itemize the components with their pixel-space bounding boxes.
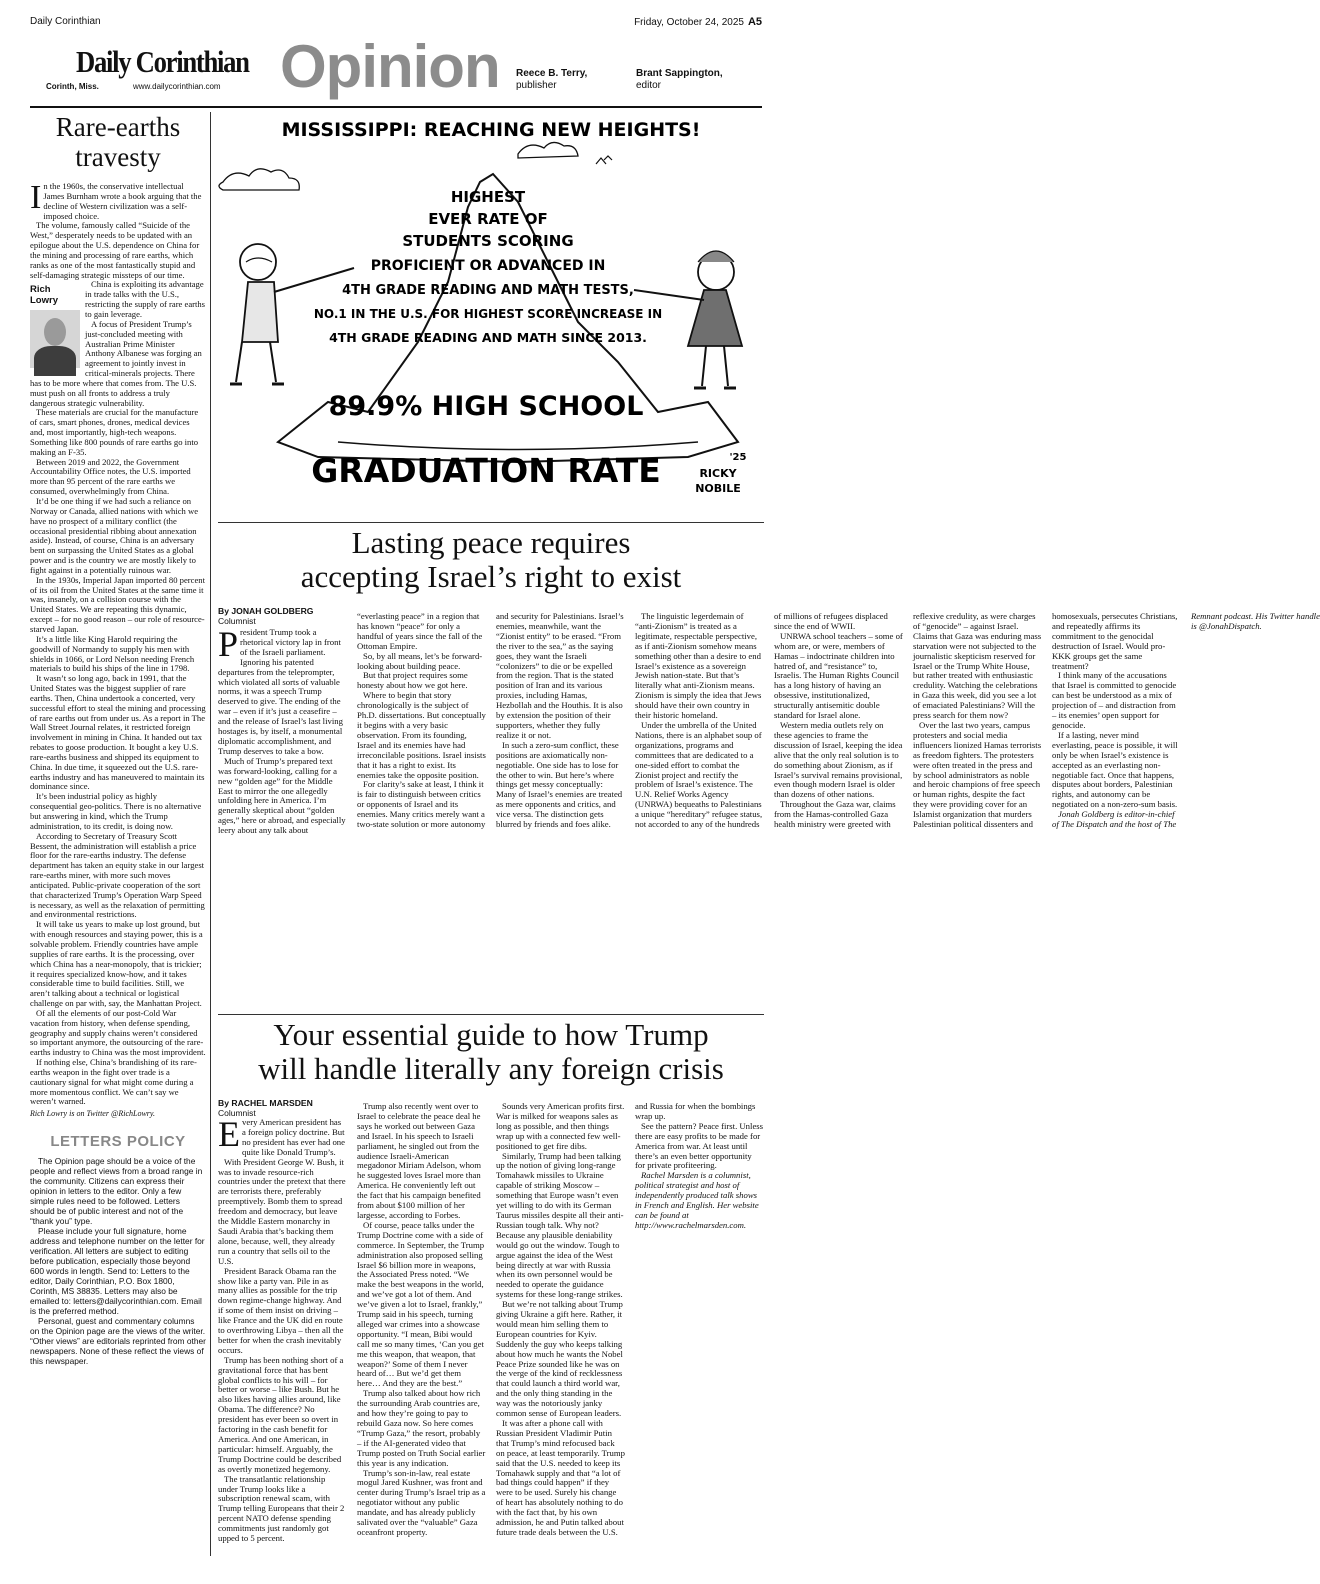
paragraph: Trump also recently went over to Israel to celebrate the peace deal he says he worked out between Gaza and Israel. In his speech to Israeli parliament, he singled out from the audience Israeli-American megadonor Miriam Adelson, whom he suggested loves Israel more than America. He conveniently left out the fact that his campaign benefited from about $100 million of her largesse, according to Forbes. bbox=[357, 1101, 482, 1220]
section-title: Opinion bbox=[280, 33, 500, 100]
paragraph: For clarity’s sake at least, I think it is fair to distinguish between critics or opponents of Israel and its enemies. Many critics merely want a two-state solution or more autonomy and security for Palestinians. Israel’s enemies, meanwhile, want the “Zionist entity” to be erased. “From the river to the sea,” as the saying goes, they want the Israeli “colonizers” to die or be expelled from the region. That is the stated position of Iran and its various proxies, including Hamas, Hezbollah and the Houthis. It is also by extension the position of their supporters, whether they fully realize it or not. bbox=[357, 611, 624, 830]
paragraph bbox=[218, 1114, 347, 1158]
paragraph: With President George W. Bush, it was to invade resource-rich countries under the pretext that there are terrorists there, preferably preemptively. Bomb them to spread freedom and democracy, but leave the Middle Eastern monarchy in Saudi Arabia that’s backing them alone, because, well, they already run a country that sells oil to the U.S. bbox=[218, 1156, 346, 1266]
paragraph: It will take us years to make up lost ground, but with enough resources and staying power, this is a solvable problem. Friendly countries have ample supplies of rare earths. It is the processing, over which China has a near-monopoly, that is trickier; it requires specialized know-how, and it takes considerable time to build facilities. Still, we aren’t talking about a technical or logistical challenge on par with, say, the Manhattan Project. bbox=[30, 919, 203, 1009]
paragraph: The volume, famously called “Suicide of the West,” desperately needs to be updated with an epilogue about the U.S. dependence on China for the mining and processing of rare earths, which ranks as one of the most fantastically stupid and self-damaging strategic missteps of our time. bbox=[30, 220, 200, 280]
column-divider bbox=[210, 112, 211, 1556]
cartoon-line: PROFICIENT OR ADVANCED IN bbox=[370, 258, 606, 274]
page-topline bbox=[30, 14, 762, 30]
paragraph: But we’re not talking about Trump giving Ukraine a gift here. Rather, it would mean him selling them to European countries for Kyiv. Suddenly the guy who keeps talking about how much he wants the Nobel Peace Prize sounded like he was on the verge of the kind of recklessness that could launch a third world war, and the only thing standing in the way was the notoriously janky common sense of European leaders. bbox=[496, 1299, 623, 1419]
paragraph: According to Secretary of Treasury Scott Bessent, the administration will establish a price floor for the rare-earths industry. The defense department has taken an equity stake in our largest rare-earths miner, with more such moves anticipated. Public-private cooperation of the sort that characterized Trump’s Operation Warp Speed is necessary, as well as the relaxation of permitting and environmental restrictions. bbox=[30, 830, 205, 920]
paragraph: Western media outlets rely on these agencies to frame the discussion of Israel, keeping the idea alive that the only real solution is to do something about Zionism, as if Israel’s survival remains provisional, even though modern Israel is older than dozens of other nations. bbox=[774, 719, 903, 800]
masthead-rule bbox=[30, 106, 762, 108]
rare-earths-headline: Rare-earths travesty bbox=[55, 112, 181, 172]
trump-guide-headline bbox=[218, 1018, 764, 1086]
paragraph: Throughout the Gaza war, claims from the Hamas-controlled Gaza health ministry were greeted with reflexive credulity, as were charges of “genocide” – against Israel. Claims that Gaza was enduring mass starvation were not subjected to the journalistic skepticism reserved for Israel or the Trump White House, but rather treated with enthusiastic credulity. Watching the celebrations in Gaza this week, did you see a lot of emaciated Palestinians? Will the press search for them now? bbox=[774, 611, 1042, 830]
portrait-head bbox=[44, 318, 66, 346]
paragraph: But that project requires some honesty about how we got here. bbox=[357, 670, 468, 691]
paragraph: Trump’s son-in-law, real estate mogul Jared Kushner, was front and center during Trump’s Israel trip as a negotiator without any public mandate, and has already publicly salivated over the “valuable” Gaza oceanfront property. bbox=[357, 1467, 486, 1537]
drop-cap: I bbox=[30, 179, 42, 216]
signature-first: RICKY bbox=[699, 467, 737, 480]
date-text: Friday, October 24, 2025 bbox=[634, 17, 744, 28]
paragraph: The linguistic legerdemain of “anti-Zionism” is treated as a legitimate, respectable perspective, as if anti-Zionism somehow means something other than a desire to end Israel’s existence as a sovereign Jewish nation-state. But that’s literally what anti-Zionism means. Zionism is simply the idea that Jews should have their own country in their historic homeland. bbox=[635, 611, 762, 721]
paragraph bbox=[218, 624, 347, 757]
cloud-left bbox=[219, 169, 299, 190]
paragraph: Over the last two years, campus protesters and social media influencers lionized Hamas terrorists as freedom fighters. The protesters were often treated in the press and by school administrators as noble and heroic champions of free speech or human rights, despite the fact they were providing cover for an Islamist organization that murders Palestinian political dissenters and homosexuals, persecutes Christians, and repeatedly affirms its commitment to the genocidal destruction of Israel. Would pro-KKK groups get the same treatment? bbox=[913, 611, 1178, 830]
editor-credit bbox=[636, 68, 723, 92]
paragraph: Trump has been nothing short of a gravitational force that has bent global conflicts to his will – for better or worse – like Bush. But he also likes having allies around, like Obama. The difference? No president has ever been so overt in factoring in the cash benefit for America. And one American, in particular: himself. Arguably, the Trump Doctrine could be described as overtly monetized hegemony. bbox=[218, 1354, 344, 1474]
paragraph: It’s been industrial policy as highly consequential geo-politics. There is no alternative but answering in kind, which the Trump administration, to its credit, is doing now. bbox=[30, 791, 202, 831]
paragraph: Of all the elements of our post-Cold War vacation from history, when defense spending, geography and supply chains weren’t considered so important anymore, the outsourcing of the rare-earths industry to China was the most improvident. bbox=[30, 1007, 206, 1058]
byline-role: Columnist bbox=[218, 1108, 256, 1118]
letters-policy-body bbox=[30, 1156, 206, 1366]
paragraph: I think many of the accusations that Israel is committed to genocide can best be understood as a mix of projection of – and distraction from – its enemies’ open support for genocide. bbox=[1052, 670, 1177, 730]
paragraph: In the 1930s, Imperial Japan imported 80 percent of its oil from the United States at the same time it was, insanely, on a collision course with the United States. We are repeating this dynamic, except – for no good reason – our role of resource-starved Japan. bbox=[30, 574, 205, 634]
paragraph: The transatlantic relationship under Trump looks like a subscription renewal scam, with Trump telling Europeans that their 2 percent NATO defense spending commitments just randomly got upped to 5 percent. bbox=[218, 1473, 345, 1544]
left-column bbox=[30, 112, 206, 1366]
publisher-credit bbox=[516, 68, 587, 92]
author-last-name: Lowry bbox=[30, 295, 58, 307]
paragraph: The Opinion page should be a voice of the people and reflect views from a broad range in the community. Citizens can express their opinion in letters to the editor. Only a few simple rules need to be followed. Letters should be of public interest and not of the “thank you” type. bbox=[30, 1156, 203, 1227]
paragraph: A focus of President Trump’s just-concluded meeting with Australian Prime Minister Anthony Albanese was forging an agreement to jointly invest in critical-minerals projects. There has to be more where that comes from. The U.S. must push on all fronts to address a truly dangerous strategic vulnerability. bbox=[30, 318, 202, 408]
paragraph: Between 2019 and 2022, the Government Accountability Office notes, the U.S. imported more than 95 percent of the rare earths we consumed, overwhelmingly from China. bbox=[30, 456, 191, 497]
cartoon-graduation-line: GRADUATION RATE bbox=[311, 451, 661, 490]
headline-line: Your essential guide to how Trump bbox=[273, 1017, 709, 1052]
paragraph: It’s a little like King Harold requiring the goodwill of Normandy to supply his men with shields in 1066, or Lord Nelson needing French materials to build his ships of the line in 1798. bbox=[30, 633, 195, 674]
masthead-website: www.dailycorinthian.com bbox=[133, 82, 221, 91]
signature-year: '25 bbox=[729, 452, 747, 463]
editor-title: editor bbox=[636, 80, 662, 91]
paragraph: China is exploiting its advantage in trade talks with the U.S., restricting the supply of rare earths to gain leverage. bbox=[85, 279, 206, 319]
cartoon-line: NO.1 IN THE U.S. FOR HIGHEST SCORE INCREASE IN bbox=[313, 307, 663, 321]
headline-line: accepting Israel’s right to exist bbox=[300, 559, 682, 594]
author-first-name: Rich bbox=[30, 284, 51, 296]
signature-last: NOBILE bbox=[695, 482, 741, 495]
paper-name: Daily Corinthian bbox=[30, 16, 101, 27]
paragraph: So, by all means, let’s be forward-looking about building peace. bbox=[357, 650, 483, 671]
paragraph: Of course, peace talks under the Trump Doctrine come with a side of commerce. In September, the Trump administration also proposed selling Israel $6 billion more in weapons, the Associated Press noted. “We make the best weapons in the world, and we’ve got a lot of them. And we’ve given a lot to Israel, frankly,” Trump said in his speech, turning alleged war crimes into a showcase opportunity. “I mean, Bibi would call me so many times, ‘Can you get me this weapon, that weapon, that weapon?’ Some of them I never heard of… But we’d get them here… And they are the best.” bbox=[357, 1219, 485, 1389]
byline-role: Columnist bbox=[218, 616, 256, 626]
publisher-title: publisher bbox=[516, 80, 557, 91]
cartoon-line: EVER RATE OF bbox=[428, 210, 548, 228]
birds-icon bbox=[596, 156, 612, 164]
paragraph: UNRWA school teachers – some of whom are, or were, members of Hamas – indoctrinate children into hatred of, and “resistance” to, Israelis. The Human Rights Council has a long history of having an obsessive, institutionalized, structurally antisemitic double standard for Israel alone. bbox=[774, 630, 903, 721]
paragraph: Sounds very American profits first. War is milked for weapons sales as long as possible, and then things wrap up with a connected few well-positioned to get fire dibs. bbox=[496, 1101, 625, 1151]
cartoon-line: 4TH GRADE READING AND MATH SINCE 2013. bbox=[329, 330, 647, 345]
article-rule bbox=[218, 1014, 764, 1015]
byline-author: By JONAH GOLDBERG bbox=[218, 606, 314, 616]
paragraph: Much of Trump’s prepared text was forward-looking, calling for a new “golden age” for the Middle East to mirror the one allegedly unfolding here in America. I’m generally skeptical about “golden ages,” here or abroad, and especially leery about any talk about “everlasting peace” in a region that has known “peace” for only a handful of years since the fall of the Ottoman Empire. bbox=[218, 611, 483, 836]
drop-cap: P bbox=[218, 624, 239, 664]
author-portrait bbox=[30, 310, 80, 368]
author-tagline: Jonah Goldberg is editor-in-chief of The Dispatch and the host of The Remnant podcast. His Twitter handle is @JonahDispatch. bbox=[1052, 611, 1320, 830]
paragraph: These materials are crucial for the manufacture of cars, smart phones, drones, medical devices and, most importantly, high-tech weapons. Something like 800 pounds of rare earths go into making an F-35. bbox=[30, 407, 199, 457]
paragraph: Personal, guest and commentary columns on the Opinion page are the views of the writer. “Other views” are editorials reprinted from other newspapers. None of these reflect the views of this newspaper. bbox=[30, 1316, 206, 1367]
editorial-cartoon bbox=[218, 112, 764, 518]
cartoon-line: HIGHEST bbox=[450, 188, 526, 206]
israel-headline bbox=[218, 526, 764, 594]
page-date bbox=[634, 16, 762, 28]
paragraph: Where to begin that story chronologically is the subject of Ph.D. dissertations. But conceptually it begins with a very basic observation. From its founding, Israel and its enemies have had irreconcilable positions. Israel insists that it has a right to exist. Its enemies take the opposite position. bbox=[357, 690, 486, 780]
byline-author: By RACHEL MARSDEN bbox=[218, 1098, 313, 1108]
paragraph-text: resident Trump took a rhetorical victory lap in front of the Israeli parliament. Ignoring his patented departures from the teleprompter, which violated all sorts of valuable norms, it was a speech Trump deserved to give. The ending of the war – even if it’s just a ceasefire – and the release of Israel’s last living hostages is, by itself, a monumental diplomatic accomplishment, and Trump deserves to take a bow. bbox=[218, 627, 343, 756]
author-tagline: Rich Lowry is on Twitter @RichLowry. bbox=[30, 1109, 155, 1119]
drop-cap: E bbox=[218, 1114, 240, 1154]
paragraph: If a lasting, never mind everlasting, peace is possible, it will only be when Israel’s existence is accepted as an everlasting non-negotiable fact. Once that happens, disputes about borders, Palestinian rights, and autonomy can be negotiated on a non-zero-sum basis. bbox=[1052, 729, 1178, 810]
paragraph: If nothing else, China’s brandishing of its rare-earths weapon in the fight over trade is a cautionary signal for what might come during a more momentous conflict. We can’t say we weren’t warned. bbox=[30, 1057, 197, 1107]
paragraph bbox=[30, 179, 206, 221]
paragraph: President Barack Obama ran the show like a party van. Pile in as many allies as possible for the trip down regime-change highway. And if some of them insist on driving – like France and the UK did en route to overthrowing Libya – then all the better for when the crash inevitably occurs. bbox=[218, 1265, 344, 1355]
cloud-center bbox=[518, 142, 578, 158]
editor-name: Brant Sappington, bbox=[636, 68, 723, 79]
paragraph: Trump also talked about how rich the surrounding Arab countries are, and how they’re going to pay to rebuild Gaza now. So here comes “Trump Gaza,” the resort, probably – if the AI-generated video that Trump posted on Truth Social earlier this year is any indication. bbox=[357, 1388, 486, 1468]
paragraph-text: very American president has a foreign policy doctrine. But no president has ever had one quite like Donald Trump’s. bbox=[242, 1117, 346, 1157]
paragraph: It was after a phone call with Russian President Vladimir Putin that Trump’s mind refocused back on peace, at least temporarily. Trump said that the U.S. needed to keep its Tomahawk supply and that “a lot of bad things could happen” if they were to be used. Surely his change of heart has absolutely nothing to do with the fact that, by his own admission, he and Putin talked about future trade deals between the U.S. and Russia for when the bombings wrap up. bbox=[496, 1101, 756, 1537]
paragraph-text: n the 1960s, the conservative intellectual James Burnham wrote a book arguing that the decline of Western civilization was a self-imposed choice. bbox=[43, 181, 202, 221]
cartoon-title: MISSISSIPPI: REACHING NEW HEIGHTS! bbox=[281, 119, 701, 141]
letters-policy-title: LETTERS POLICY bbox=[50, 1133, 186, 1151]
author-tagline: Rachel Marsden is a columnist, political strategist and host of independently produced talk shows in French and English. Her website can be found at http://www.rachelmarsden.com. bbox=[635, 1170, 759, 1230]
paragraph: Under the umbrella of the United Nations, there is an alphabet soup of organizations, programs and committees that are dedicated to a one-sided effort to combat the Zionist project and rectify the problem of Israel’s existence. The U.N. Relief Works Agency (UNRWA) bequeaths to Palestinians a unique “hereditary” refugee status, not accorded to any of the hundreds of millions of refugees displaced since the end of WWII. bbox=[635, 611, 888, 830]
paragraph: It wasn’t so long ago, back in 1991, that the United States was the biggest supplier of rare earths. Then, China undertook a concerted, very successful effort to steal the mining and processing of rare earths out from under us. As a report in The Wall Street Journal relates, it restricted foreign involvement in mining in China. It handed out tax rebates to goose production. It bought a key U.S. rare-earths business and shipped its equipment to China. In due time, it squeezed out the U.S. rare-earths industry and has maneuvered to maintain its dominance since. bbox=[30, 673, 206, 792]
cartoon-line: 4TH GRADE READING AND MATH TESTS, bbox=[342, 283, 634, 298]
paragraph: In such a zero-sum conflict, these positions are axiomatically non-negotiable. One side has to lose for the other to win. But here’s where things get messy conceptually: Many of Israel’s enemies are treated as mere opponents and critics, and vice versa. The distinction gets blurred by friends and foes alike. bbox=[496, 739, 623, 830]
headline-line: Lasting peace requires bbox=[351, 525, 631, 560]
masthead-city: Corinth, Miss. bbox=[46, 82, 99, 91]
rare-earths-body bbox=[30, 179, 206, 1119]
publisher-name: Reece B. Terry, bbox=[516, 68, 588, 79]
cartoon-graduation-line: 89.9% HIGH SCHOOL bbox=[328, 391, 644, 422]
cartoon-line: STUDENTS SCORING bbox=[402, 232, 574, 250]
masthead bbox=[30, 33, 762, 100]
headline-line: will handle literally any foreign crisis bbox=[258, 1051, 724, 1086]
paragraph: Similarly, Trump had been talking up the notion of giving long-range Tomahawk missiles to Ukraine capable of striking Moscow – something that Europe wasn’t even yet willing to do with its German Taurus missiles despite all their anti-Russian tough talk. Why not? Because any plausible deniability would go out the window. Tough to argue against the idea of the West being directly at war with Russia when its own personnel would be needed to operate the guidance systems for these long-range strikes. bbox=[496, 1150, 624, 1300]
trump-guide-body bbox=[218, 1102, 764, 1554]
author-box bbox=[30, 284, 80, 368]
paragraph: It’d be one thing if we had such a reliance on Norway or Canada, allied nations with which we have no prospect of a military conflict (the occasional presidential ribbing about annexation aside). Instead, of course, China is an adversary bent on surpassing the United States as a global power and is the country we are mostly likely to fight against in a potentially ruinous war. bbox=[30, 496, 199, 575]
portrait-shoulders bbox=[34, 346, 76, 376]
paragraph: Please include your full signature, home address and telephone number on the letter for verification. All letters are subject to editing before publication, especially those beyond 600 words in length. Send to: Letters to the editor, Daily Corinthian, P.O. Box 1800, Corinth, MS 38835. Letters may also be emailed to: letters@dailycorinthian.com. Email is the preferred method. bbox=[30, 1226, 205, 1317]
cartoon-drawing bbox=[218, 112, 764, 518]
page-number: A5 bbox=[747, 16, 762, 28]
cartoon-rule bbox=[218, 522, 764, 523]
masthead-logo: Daily Corinthian bbox=[76, 44, 249, 79]
paragraph: See the pattern? Peace first. Unless there are easy profits to be made for America from war. At least until there’s an even better opportunity for private profiteering. bbox=[635, 1120, 764, 1171]
